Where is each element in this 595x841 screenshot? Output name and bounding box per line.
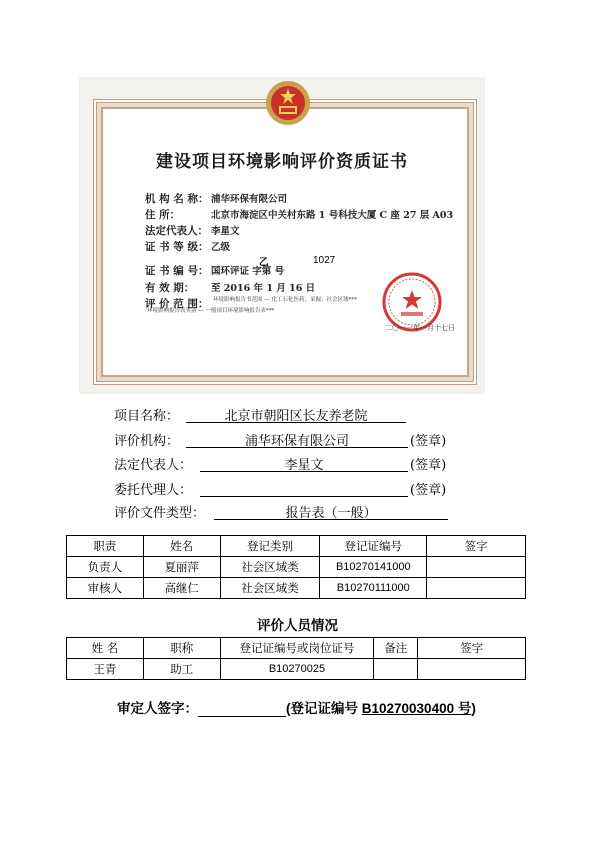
eval-org-line <box>114 430 447 449</box>
header-cell: 职称 <box>143 638 220 659</box>
cert-scope-line1: 环境影响报告书范围 — 化工石化医药；采掘；社会区域*** <box>213 297 357 303</box>
role-cell: 负责人 <box>67 557 144 578</box>
legal-rep-stamp-note: (签章) <box>410 458 447 473</box>
agent-stamp-note: (签章) <box>410 483 447 498</box>
approver-cert-number: B10270030400 号 <box>361 701 472 716</box>
table-header-row <box>67 638 526 659</box>
header-cell: 职责 <box>67 536 144 557</box>
cert-issue-date: 二〇一一年一月十七日 <box>385 324 455 332</box>
cert-number-cell: B10270141000 <box>320 557 427 578</box>
section-title: 评价人员情况 <box>257 618 338 633</box>
cert-scope-line2: 环境影响报告表类别 — 一般项目环境影响报告表*** <box>147 308 275 314</box>
table-row <box>67 578 526 599</box>
name-cell: 夏丽萍 <box>143 557 220 578</box>
doc-type-label: 评价文件类型： <box>114 506 206 521</box>
cert-row-scope: 评 价 范 围： <box>145 298 209 310</box>
national-emblem-icon <box>264 79 312 127</box>
legal-rep-label: 法定代表人： <box>114 458 193 473</box>
legal-rep-value: 李星文 <box>200 454 408 472</box>
signature-cell <box>427 578 526 599</box>
cert-row-validity: 有 效 期： 至 2016 年 1 月 16 日 <box>145 282 316 294</box>
header-cell: 签字 <box>418 638 526 659</box>
cert-number-cell: B10270025 <box>220 659 374 680</box>
eval-org-label: 评价机构： <box>114 434 180 449</box>
cert-row-number: 证 书 编 号： 国环评证 字第 号 <box>145 265 285 277</box>
table-row <box>67 557 526 578</box>
header-cell: 登记证编号 <box>320 536 427 557</box>
cert-grade-overlay: 乙 <box>259 257 269 268</box>
cert-row-org: 机 构 名 称： 浦华环保有限公司 <box>145 193 288 205</box>
header-cell: 登记类别 <box>220 536 320 557</box>
approver-note-prefix: (登记证编号 <box>286 701 362 716</box>
responsible-persons-table <box>66 535 526 599</box>
legal-rep-line <box>114 454 447 473</box>
doc-type-value: 报告表（一般） <box>214 502 448 520</box>
approver-signature-line <box>117 697 476 717</box>
agent-line <box>114 479 447 498</box>
certificate-image <box>79 77 485 394</box>
cert-row-address: 住 所： 北京市海淀区中关村东路 1 号科技大厦 C 座 27 层 A03 <box>145 209 454 221</box>
project-name-value: 北京市朝阳区长友养老院 <box>186 405 406 423</box>
cert-row-legal-rep: 法定代表人： 李星文 <box>145 225 240 237</box>
agent-label: 委托代理人： <box>114 483 193 498</box>
table-header-row <box>67 536 526 557</box>
signature-cell <box>427 557 526 578</box>
role-cell: 审核人 <box>67 578 144 599</box>
header-cell: 备注 <box>374 638 418 659</box>
header-cell: 姓名 <box>143 536 220 557</box>
remark-cell <box>374 659 418 680</box>
eval-org-stamp-note: (签章) <box>410 434 447 449</box>
eval-org-value: 浦华环保有限公司 <box>186 430 408 448</box>
table-row <box>67 659 526 680</box>
header-cell: 姓 名 <box>67 638 144 659</box>
approver-signature-blank <box>198 702 286 717</box>
header-cell: 登记证编号或岗位证号 <box>220 638 374 659</box>
cert-number-overlay: 1027 <box>313 255 336 266</box>
certificate-title: 建设项目环境影响评价资质证书 <box>156 152 408 172</box>
header-cell: 签字 <box>427 536 526 557</box>
project-name-line <box>114 405 368 424</box>
approver-note-suffix: ) <box>471 701 476 716</box>
cert-number-cell: B10270111000 <box>320 578 427 599</box>
evaluators-table <box>66 637 526 680</box>
category-cell: 社会区域类 <box>220 557 320 578</box>
doc-type-line <box>114 502 377 521</box>
title-cell: 助工 <box>143 659 220 680</box>
cert-row-grade: 证 书 等 级： 乙级 <box>145 241 231 253</box>
name-cell: 王青 <box>67 659 144 680</box>
project-name-label: 项目名称： <box>114 409 180 424</box>
category-cell: 社会区域类 <box>220 578 320 599</box>
signature-cell <box>418 659 526 680</box>
name-cell: 高继仁 <box>143 578 220 599</box>
approver-label: 审定人签字： <box>117 701 198 716</box>
agent-value <box>200 479 408 497</box>
